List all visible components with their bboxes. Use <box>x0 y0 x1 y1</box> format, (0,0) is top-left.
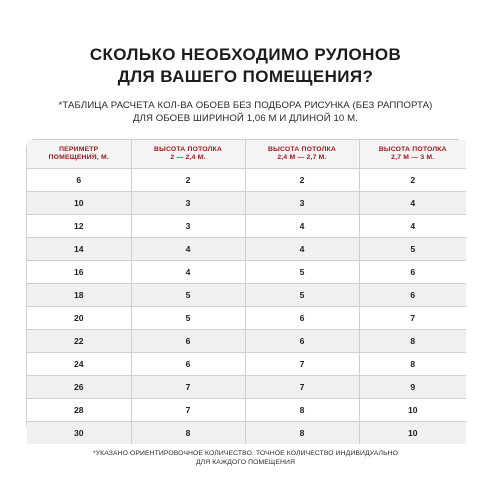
rolls-count-cell: 5 <box>245 261 359 284</box>
table-body <box>27 169 466 445</box>
perimeter-cell: 14 <box>27 238 131 261</box>
header-line: ВЫСОТА ПОТОЛКА <box>267 145 336 153</box>
table-row <box>27 422 466 445</box>
header-line: ВЫСОТА ПОТОЛКА <box>153 145 222 153</box>
rolls-count-cell: 4 <box>131 238 245 261</box>
header-line: ВЫСОТА ПОТОЛКА <box>378 145 447 153</box>
header-line: 2 — 2,4 М. <box>170 154 206 161</box>
title-line-1: СКОЛЬКО НЕОБХОДИМО РУЛОНОВ <box>89 45 402 64</box>
header-height-3 <box>359 140 466 169</box>
header-height-2 <box>245 140 359 169</box>
footnote <box>0 449 491 467</box>
rolls-count-cell: 5 <box>131 284 245 307</box>
rolls-count-cell: 4 <box>359 192 466 215</box>
rolls-count-cell: 3 <box>131 192 245 215</box>
rolls-table <box>27 140 466 444</box>
table-row <box>27 192 466 215</box>
perimeter-cell: 26 <box>27 376 131 399</box>
rolls-count-cell: 7 <box>245 353 359 376</box>
perimeter-cell: 18 <box>27 284 131 307</box>
rolls-count-cell: 7 <box>131 376 245 399</box>
footnote-line-2: ДЛЯ КАЖДОГО ПОМЕЩЕНИЯ <box>195 459 296 466</box>
rolls-count-cell: 2 <box>359 169 466 192</box>
rolls-count-cell: 7 <box>245 376 359 399</box>
rolls-count-cell: 5 <box>359 238 466 261</box>
rolls-count-cell: 2 <box>245 169 359 192</box>
header-line: 2,7 М — 3 М. <box>391 154 435 161</box>
rolls-count-cell: 8 <box>359 330 466 353</box>
rolls-count-cell: 4 <box>359 215 466 238</box>
header-perimeter <box>27 140 131 169</box>
description-line-2: ДЛЯ ОБОЕВ ШИРИНОЙ 1,06 М И ДЛИНОЙ 10 М. <box>133 113 358 124</box>
rolls-count-cell: 6 <box>245 330 359 353</box>
rolls-count-cell: 6 <box>245 307 359 330</box>
table-row <box>27 399 466 422</box>
table-description <box>0 99 491 125</box>
description-line-1: *ТАБЛИЦА РАСЧЕТА КОЛ-ВА ОБОЕВ БЕЗ ПОДБОРА РИСУНКА (БЕЗ РАППОРТА) <box>58 100 433 111</box>
rolls-count-cell: 8 <box>245 399 359 422</box>
rolls-count-cell: 7 <box>359 307 466 330</box>
footnote-line-1: *УКАЗАНО ОРИЕНТИРОВОЧНОЕ КОЛИЧЕСТВО. ТОЧНОЕ КОЛИЧЕСТВО ИНДИВИДУАЛЬНО <box>92 450 399 457</box>
rolls-count-cell: 6 <box>131 330 245 353</box>
rolls-count-cell: 10 <box>359 399 466 422</box>
rolls-count-cell: 8 <box>131 422 245 445</box>
rolls-count-cell: 6 <box>359 261 466 284</box>
perimeter-cell: 28 <box>27 399 131 422</box>
rolls-count-cell: 6 <box>131 353 245 376</box>
rolls-count-cell: 2 <box>131 169 245 192</box>
rolls-count-cell: 8 <box>359 353 466 376</box>
rolls-table-card <box>26 139 465 438</box>
rolls-count-cell: 10 <box>359 422 466 445</box>
perimeter-cell: 6 <box>27 169 131 192</box>
table-row <box>27 330 466 353</box>
table-row <box>27 307 466 330</box>
table-row <box>27 353 466 376</box>
perimeter-cell: 12 <box>27 215 131 238</box>
perimeter-cell: 20 <box>27 307 131 330</box>
header-height-1 <box>131 140 245 169</box>
perimeter-cell: 22 <box>27 330 131 353</box>
table-row <box>27 169 466 192</box>
perimeter-cell: 30 <box>27 422 131 445</box>
rolls-count-cell: 3 <box>245 192 359 215</box>
header-line: ПЕРИМЕТР <box>59 145 99 153</box>
table-header-row <box>27 140 466 169</box>
rolls-count-cell: 8 <box>245 422 359 445</box>
rolls-count-cell: 6 <box>359 284 466 307</box>
rolls-count-cell: 9 <box>359 376 466 399</box>
perimeter-cell: 16 <box>27 261 131 284</box>
page-title <box>0 44 491 88</box>
header-line: 2,4 М — 2,7 М. <box>277 154 327 161</box>
rolls-count-cell: 4 <box>245 215 359 238</box>
table-row <box>27 376 466 399</box>
table-row <box>27 238 466 261</box>
rolls-count-cell: 5 <box>131 307 245 330</box>
table-row <box>27 261 466 284</box>
rolls-count-cell: 3 <box>131 215 245 238</box>
perimeter-cell: 10 <box>27 192 131 215</box>
table-row <box>27 284 466 307</box>
table-row <box>27 215 466 238</box>
rolls-count-cell: 7 <box>131 399 245 422</box>
title-line-2: ДЛЯ ВАШЕГО ПОМЕЩЕНИЯ? <box>117 67 374 86</box>
perimeter-cell: 24 <box>27 353 131 376</box>
rolls-count-cell: 4 <box>131 261 245 284</box>
header-line: ПОМЕЩЕНИЯ, М. <box>48 154 109 161</box>
rolls-count-cell: 4 <box>245 238 359 261</box>
rolls-count-cell: 5 <box>245 284 359 307</box>
